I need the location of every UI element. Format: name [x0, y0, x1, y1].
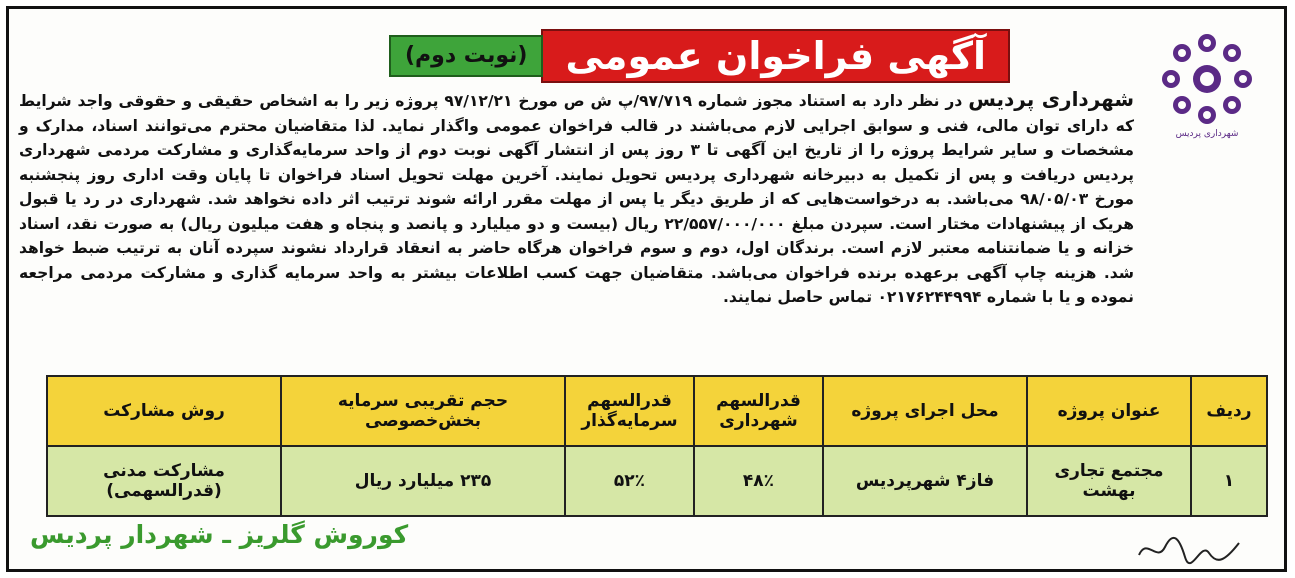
municipality-name: شهرداری پردیس	[968, 87, 1135, 111]
logo	[1152, 31, 1262, 151]
municipality-flower-emblem-icon	[1159, 31, 1255, 127]
column-header: حجم تقریبی سرمایه بخش‌خصوصی	[281, 376, 565, 446]
table-cell: ۱	[1191, 446, 1267, 516]
column-header: ردیف	[1191, 376, 1267, 446]
table-cell: ۴۸٪	[694, 446, 823, 516]
project-specs-table	[46, 375, 1268, 517]
column-header: محل اجرای پروژه	[823, 376, 1027, 446]
table-cell: ۵۲٪	[565, 446, 694, 516]
notice-paragraph: در نظر دارد به استناد مجوز شماره ۹۷/۷۱۹/پ ش ص مورخ ۹۷/۱۲/۲۱ پروژه زیر را به اشخاص حقیقی و حقوقی واجد شرایط که دارای توان مالی، فنی و سوابق اجرایی لازم می‌باشند در قالب فراخوان عمومی واگذار نماید. لذا متقاضیان محترم می‌توانند اسناد، مدارک و مشخصات و سایر شرایط پروژه را از تاریخ این آگهی تا ۳ روز پس از انتشار آگهی نوبت دوم از واحد سرمایه‌گذاری و مشارکت مردمی شهرداری پردیس دریافت و پس از تکمیل به دبیرخانه شهرداری پردیس تحویل نمایند. آخرین مهلت تحویل اسناد فراخوان تا پایان وقت اداری روز پنجشنبه مورخ ۹۸/۰۵/۰۳ می‌باشد. به درخواست‌هایی که از طریق دیگر یا پس از مهلت مقرر ارائه شوند ترتیب اثر داده نخواهد شد. شهرداری در رد یا قبول هریک از پیشنهادات مختار است. سپردن مبلغ ۲۲/۵۵۷/۰۰۰/۰۰۰ ریال (بیست و دو میلیارد و پانصد و پنجاه و هفت میلیون ریال) به صورت نقد، اسناد خزانه و یا ضمانتنامه معتبر لازم است. برندگان اول، دوم و سوم فراخوان هرگاه حاضر به انعقاد قرارداد نشوند سپرده آنان به ترتیب ضبط خواهد شد. هزینه چاپ آگهی برعهده برنده فراخوان می‌باشد. متقاضیان جهت کسب اطلاعات بیشتر به واحد سرمایه گذاری و مشارکت مردمی مراجعه نموده و یا با شماره ۰۲۱۷۶۲۴۴۹۹۴ تماس حاصل نمایند.	[19, 92, 1134, 306]
column-header: قدرالسهم سرمایه‌گذار	[565, 376, 694, 446]
column-header: قدرالسهم شهرداری	[694, 376, 823, 446]
notice-body	[19, 87, 1134, 310]
table-cell: ۲۳۵ میلیارد ریال	[281, 446, 565, 516]
title-banner	[389, 31, 1010, 81]
table-cell: مجتمع تجاری بهشت	[1027, 446, 1191, 516]
table-header-row	[47, 376, 1267, 446]
column-header: عنوان پروژه	[1027, 376, 1191, 446]
column-header: روش مشارکت	[47, 376, 281, 446]
table-cell: مشارکت مدنی (قدرالسهمی)	[47, 446, 281, 516]
handwritten-mark	[1135, 533, 1245, 567]
table-cell: فاز۴ شهرپردیس	[823, 446, 1027, 516]
logo-caption: شهرداری پردیس	[1175, 129, 1239, 139]
notice-round: (نوبت دوم)	[389, 35, 543, 77]
mayor-signature: کوروش گلریز ـ شهردار پردیس	[30, 520, 409, 549]
table-row	[47, 446, 1267, 516]
notice-title: آگهی فراخوان عمومی	[541, 29, 1010, 83]
